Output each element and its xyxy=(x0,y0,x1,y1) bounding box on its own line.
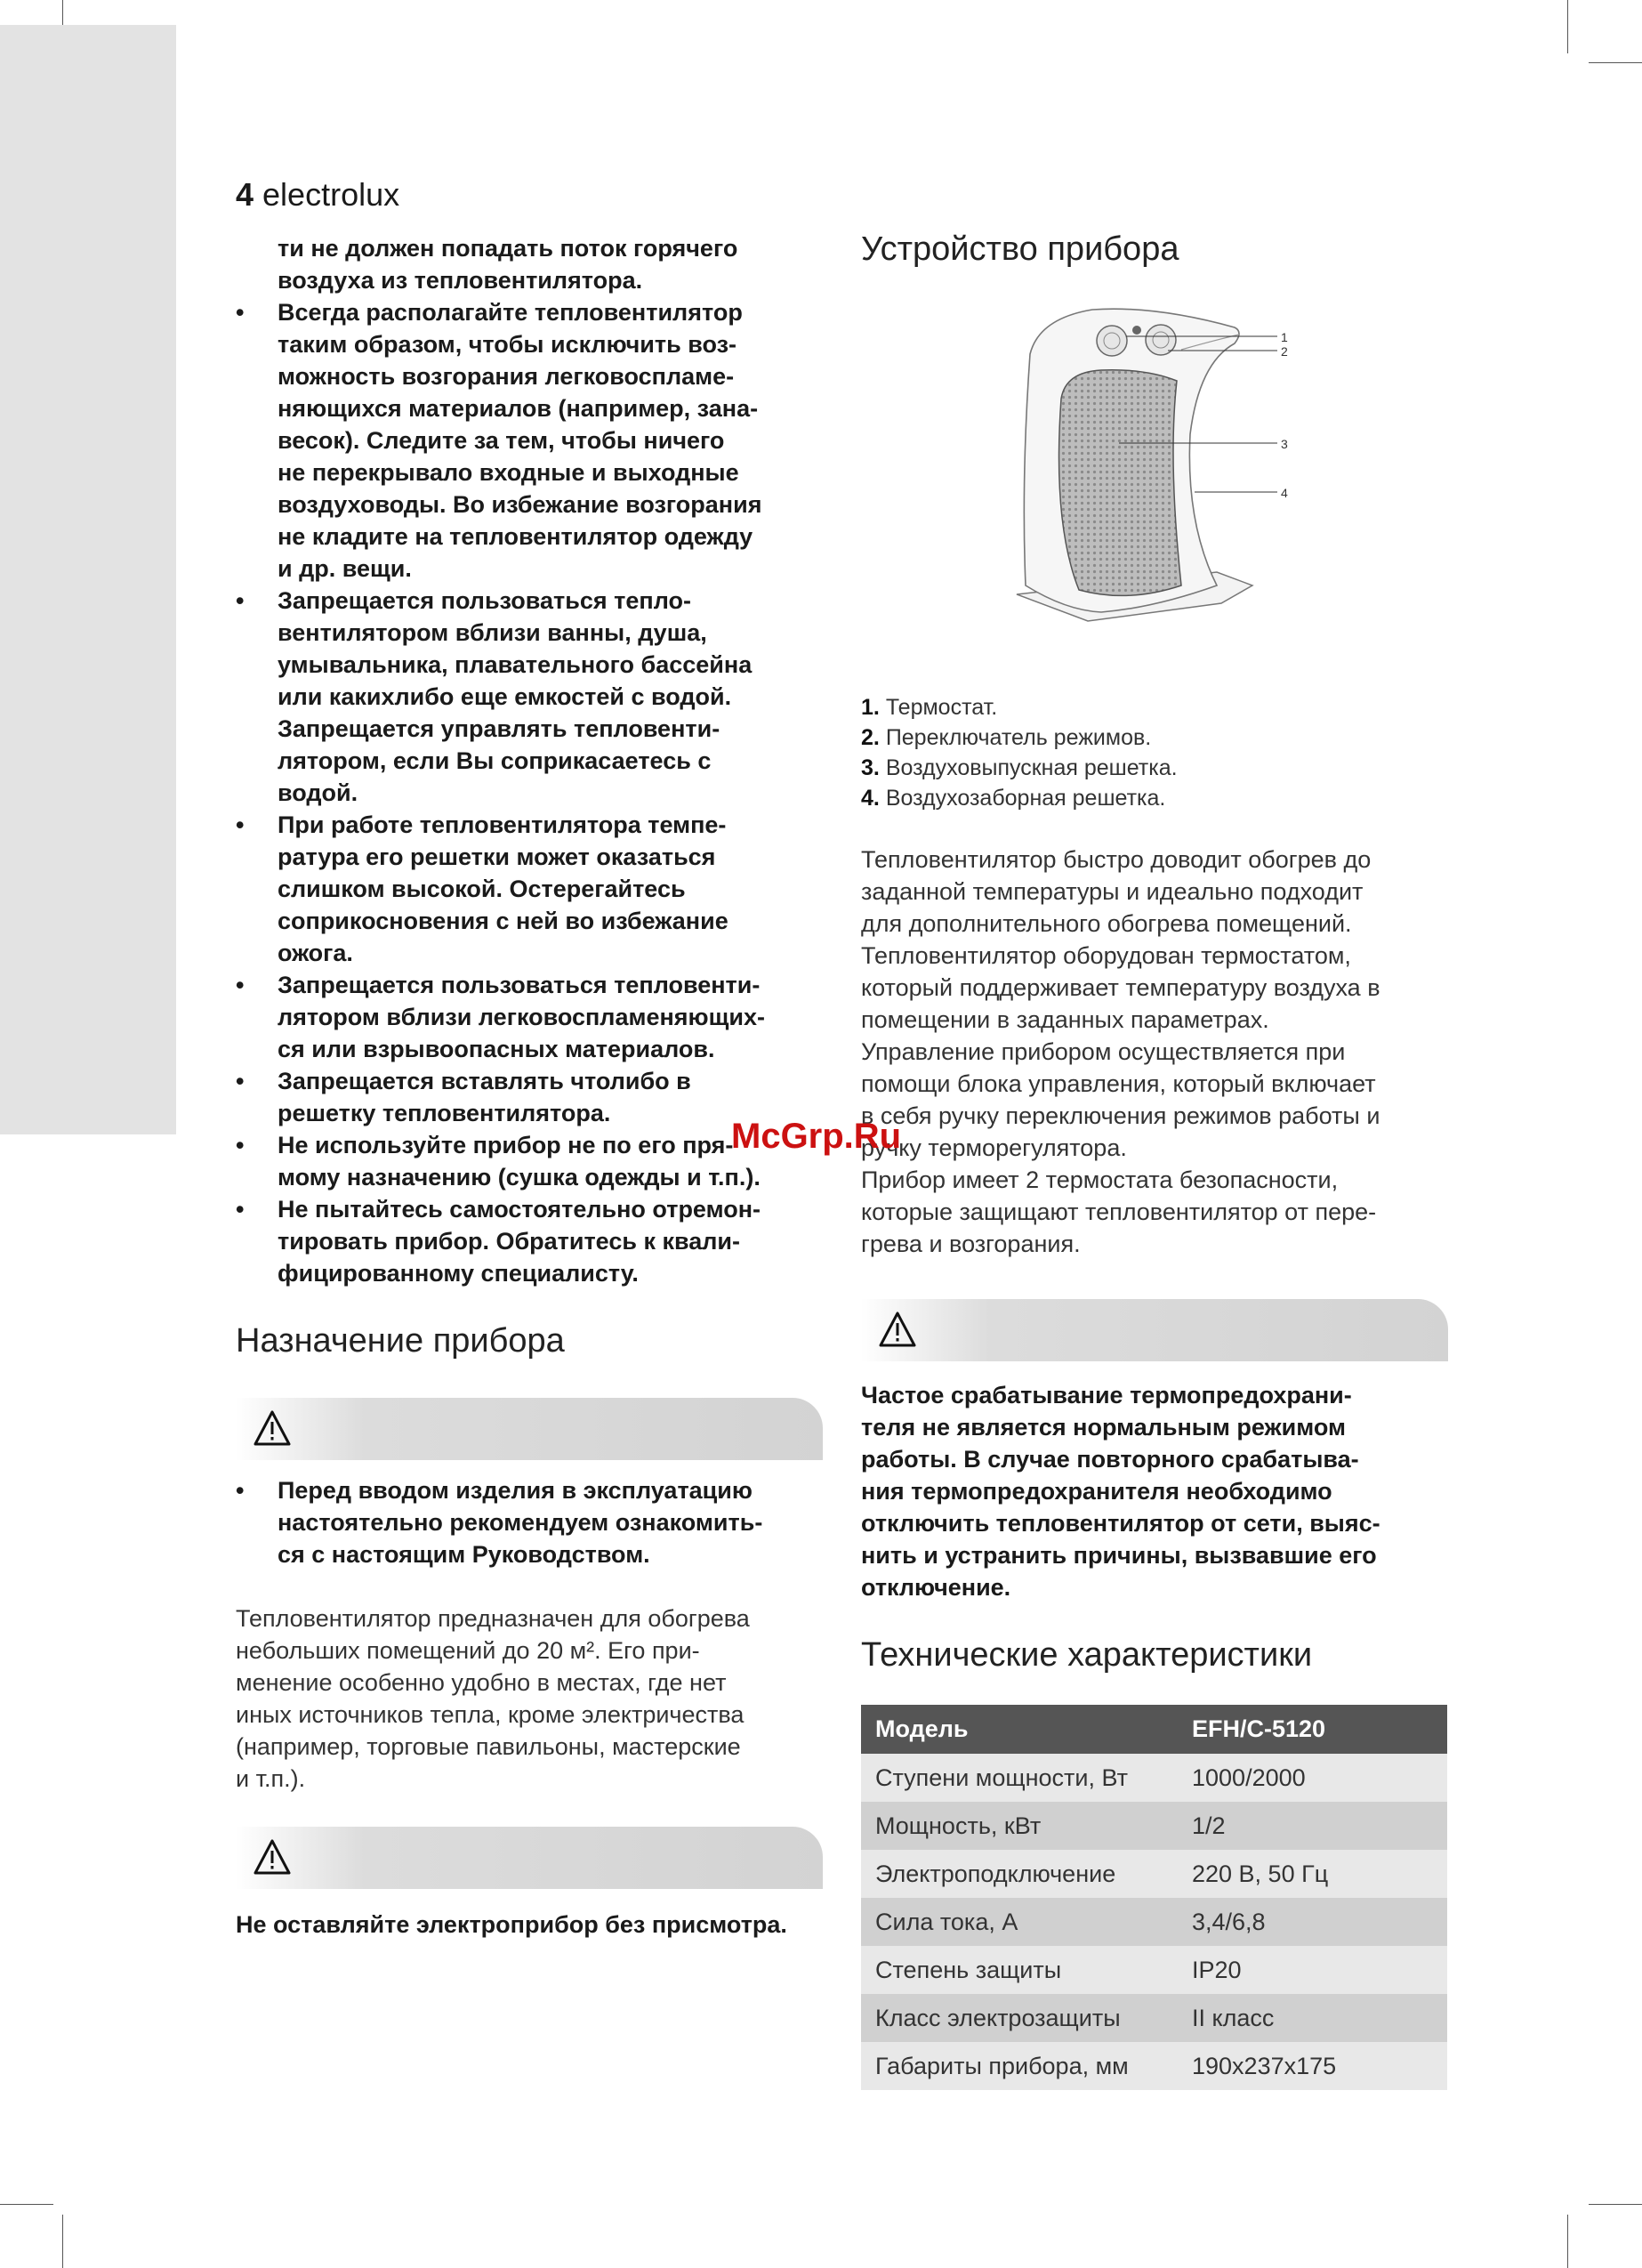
safety-line: вентилятором вблизи ванны, душа, xyxy=(278,619,707,646)
purpose-body-line: и т.п.). xyxy=(236,1765,306,1792)
continuation-line: ти не должен попадать поток горячего xyxy=(278,235,738,262)
specs-header-row xyxy=(861,1705,1447,1754)
left-column xyxy=(236,232,823,1941)
specs-row xyxy=(861,1946,1447,1994)
device-description xyxy=(861,843,1448,1260)
bullet: • xyxy=(236,299,245,326)
safety-line: или какихлибо еще емкостей с водой. xyxy=(278,683,732,710)
description-line: Тепловентилятор быстро доводит обогрев до xyxy=(861,846,1372,873)
bullet: • xyxy=(236,1068,245,1094)
specs-row xyxy=(861,1898,1447,1946)
description-line: в себя ручку переключения режимов работы и xyxy=(861,1102,1380,1129)
caution-line: ния термопредохранителя необходимо xyxy=(861,1478,1332,1505)
warning-bar xyxy=(236,1398,823,1460)
safety-line: решетку тепловентилятора. xyxy=(278,1100,611,1126)
description-line: Управление прибором осуществляется при xyxy=(861,1038,1346,1065)
page-number: 4 xyxy=(236,176,254,213)
purpose-warning-item: • Перед вводом изделия в эксплуатацию настоятельно рекомендуем ознакомить- ся с настоящим Руководством. xyxy=(236,1477,763,1568)
safety-line: лятором вблизи легковоспламеняющих- xyxy=(278,1004,765,1030)
description-line: который поддерживает температуру воздуха в xyxy=(861,974,1380,1001)
specs-label: Степень защиты xyxy=(861,1946,1178,1994)
safety-line: няющихся материалов (например, зана- xyxy=(278,395,759,422)
specs-value: IP20 xyxy=(1178,1946,1447,1994)
specs-row xyxy=(861,1994,1447,2042)
specs-value: 190x237x175 xyxy=(1178,2042,1447,2090)
bullet: • xyxy=(236,811,245,838)
purpose-warning xyxy=(236,1474,823,1570)
safety-line: Не используйте прибор не по его пря- xyxy=(278,1132,734,1158)
description-line: заданной температуры и идеально подходит xyxy=(861,878,1364,905)
safety-line: При работе тепловентилятора темпе- xyxy=(278,811,727,838)
safety-item xyxy=(236,969,823,1065)
legend-text: Переключатель режимов. xyxy=(885,725,1152,750)
specs-label: Электроподключение xyxy=(861,1850,1178,1898)
specs-row xyxy=(861,1850,1447,1898)
device-caution xyxy=(861,1379,1448,1603)
description-line: которые защищают тепловентилятор от пере- xyxy=(861,1199,1377,1225)
specs-label: Мощность, кВт xyxy=(861,1802,1178,1850)
watermark: McGrp.Ru xyxy=(731,1117,902,1156)
bullet: • xyxy=(236,1132,245,1158)
legend-item xyxy=(861,722,1448,753)
callout-label: 2 xyxy=(1281,344,1288,359)
purpose-warning-line: ся с настоящим Руководством. xyxy=(278,1541,650,1568)
specs-label: Сила тока, А xyxy=(861,1898,1178,1946)
specs-row xyxy=(861,1754,1447,1802)
safety-item xyxy=(236,296,823,585)
callout-label: 4 xyxy=(1281,486,1288,500)
safety-line: умывальника, плавательного бассейна xyxy=(278,651,753,678)
safety-line: тировать прибор. Обратитесь к квали- xyxy=(278,1228,740,1255)
legend-number: 2. xyxy=(861,725,880,750)
purpose-body-line: менение особенно удобно в местах, где нет xyxy=(236,1669,727,1696)
legend-number: 4. xyxy=(861,786,880,811)
specs-label: Габариты прибора, мм xyxy=(861,2042,1178,2090)
bullet: • xyxy=(236,1196,245,1223)
caution-line: работы. В случае повторного срабатыва- xyxy=(861,1446,1359,1473)
crop-mark xyxy=(62,2215,63,2268)
safety-line: ожога. xyxy=(278,940,353,966)
safety-line: весок). Следите за тем, чтобы ничего xyxy=(278,427,725,454)
description-line: ручку терморегулятора. xyxy=(861,1134,1127,1161)
specs-table xyxy=(861,1705,1447,2090)
safety-line: соприкосновения с ней во избежание xyxy=(278,908,728,934)
specs-title: Технические характеристики xyxy=(861,1636,1313,1674)
right-column xyxy=(861,228,1448,2090)
legend-item xyxy=(861,753,1448,783)
description-line: Тепловентилятор оборудован термостатом, xyxy=(861,942,1351,969)
specs-header-value: EFH/C-5120 xyxy=(1178,1705,1447,1754)
legend-number: 3. xyxy=(861,755,880,780)
legend-text: Воздухозаборная решетка. xyxy=(885,786,1166,811)
safety-line: Запрещается пользоваться тепловенти- xyxy=(278,972,761,998)
purpose-title: Назначение прибора xyxy=(236,1322,565,1360)
legend-number: 1. xyxy=(861,695,880,720)
parts-legend xyxy=(861,692,1448,813)
safety-line: не кладите на тепловентилятор одежду xyxy=(278,523,753,550)
safety-line: не перекрывало входные и выходные xyxy=(278,459,739,486)
safety-line: Запрещается пользоваться тепло- xyxy=(278,587,691,614)
continuation-text xyxy=(236,232,823,296)
purpose-body-line: Тепловентилятор предназначен для обогрева xyxy=(236,1605,750,1632)
crop-mark xyxy=(0,2204,53,2205)
specs-value: 1/2 xyxy=(1178,1802,1447,1850)
description-line: Прибор имеет 2 термостата безопасности, xyxy=(861,1166,1339,1193)
specs-value: 3,4/6,8 xyxy=(1178,1898,1447,1946)
safety-line: и др. вещи. xyxy=(278,555,412,582)
crop-mark xyxy=(1567,0,1568,53)
safety-line: Всегда располагайте тепловентилятор xyxy=(278,299,743,326)
specs-row xyxy=(861,2042,1447,2090)
specs-value: II класс xyxy=(1178,1994,1447,2042)
heater-illustration xyxy=(861,301,1324,639)
specs-label: Класс электрозащиты xyxy=(861,1994,1178,2042)
safety-line: воздуховоды. Во избежание возгорания xyxy=(278,491,762,518)
purpose-body-line: небольших помещений до 20 м². Его при- xyxy=(236,1637,700,1664)
crop-mark xyxy=(1589,62,1642,63)
safety-item xyxy=(236,809,823,969)
page-header xyxy=(236,176,399,214)
specs-header-label: Модель xyxy=(861,1705,1178,1754)
safety-item xyxy=(236,585,823,809)
purpose-caution: Не оставляйте электроприбор без присмотра. xyxy=(236,1911,787,1938)
warning-icon xyxy=(254,1837,291,1877)
description-line: грева и возгорания. xyxy=(861,1231,1081,1257)
caution-line: отключение. xyxy=(861,1574,1011,1601)
safety-line: слишком высокой. Остерегайтесь xyxy=(278,876,686,902)
safety-item xyxy=(236,1193,823,1289)
warning-icon xyxy=(254,1408,291,1448)
callout-label: 1 xyxy=(1281,330,1288,344)
safety-line: ратура его решетки может оказаться xyxy=(278,843,716,870)
crop-mark xyxy=(1567,2215,1568,2268)
purpose-body xyxy=(236,1602,823,1795)
legend-text: Термостат. xyxy=(885,695,998,720)
specs-row xyxy=(861,1802,1447,1850)
safety-line: ся или взрывоопасных материалов. xyxy=(278,1036,715,1062)
specs-value: 1000/2000 xyxy=(1178,1754,1447,1802)
legend-item xyxy=(861,692,1448,722)
safety-line: Не пытайтесь самостоятельно отремон- xyxy=(278,1196,761,1223)
caution-line: отключить тепловентилятор от сети, выяс- xyxy=(861,1510,1380,1537)
caution-line: нить и устранить причины, вызвавшие его xyxy=(861,1542,1377,1569)
safety-line: Запрещается вставлять чтолибо в xyxy=(278,1068,691,1094)
warning-bar xyxy=(861,1299,1448,1361)
heater-diagram xyxy=(861,301,1324,639)
purpose-warning-line: Перед вводом изделия в эксплуатацию xyxy=(278,1477,753,1504)
description-line: помещении в заданных параметрах. xyxy=(861,1006,1269,1033)
brand-name: electrolux xyxy=(262,176,400,213)
caution-line: Частое срабатывание термопредохрани- xyxy=(861,1382,1352,1408)
safety-line: лятором, если Вы соприкасаетесь с xyxy=(278,747,712,774)
safety-line: фицированному специалисту. xyxy=(278,1260,639,1287)
device-title: Устройство прибора xyxy=(861,230,1179,268)
purpose-body-line: (например, торговые павильоны, мастерские xyxy=(236,1733,741,1760)
safety-line: Запрещается управлять тепловенти- xyxy=(278,715,720,742)
specs-value: 220 В, 50 Гц xyxy=(1178,1850,1447,1898)
safety-line: можность возгорания легковоспламе- xyxy=(278,363,735,390)
purpose-warning-line: настоятельно рекомендуем ознакомить- xyxy=(278,1509,763,1536)
safety-line: мому назначению (сушка одежды и т.п.). xyxy=(278,1164,761,1190)
crop-mark xyxy=(1589,2204,1642,2205)
specs-label: Ступени мощности, Вт xyxy=(861,1754,1178,1802)
purpose-body-line: иных источников тепла, кроме электричества xyxy=(236,1701,745,1728)
continuation-line: воздуха из тепловентилятора. xyxy=(278,267,643,294)
legend-item xyxy=(861,783,1448,813)
warning-icon xyxy=(879,1310,916,1349)
description-line: для дополнительного обогрева помещений. xyxy=(861,910,1352,937)
bullet: • xyxy=(236,587,245,614)
description-line: помощи блока управления, который включает xyxy=(861,1070,1376,1097)
side-tab xyxy=(0,25,176,1134)
bullet: • xyxy=(236,972,245,998)
safety-line: таким образом, чтобы исключить воз- xyxy=(278,331,736,358)
safety-line: водой. xyxy=(278,779,358,806)
callout-label: 3 xyxy=(1281,437,1288,451)
caution-line: теля не является нормальным режимом xyxy=(861,1414,1346,1441)
legend-text: Воздуховыпускная решетка. xyxy=(885,755,1178,780)
warning-bar xyxy=(236,1827,823,1889)
